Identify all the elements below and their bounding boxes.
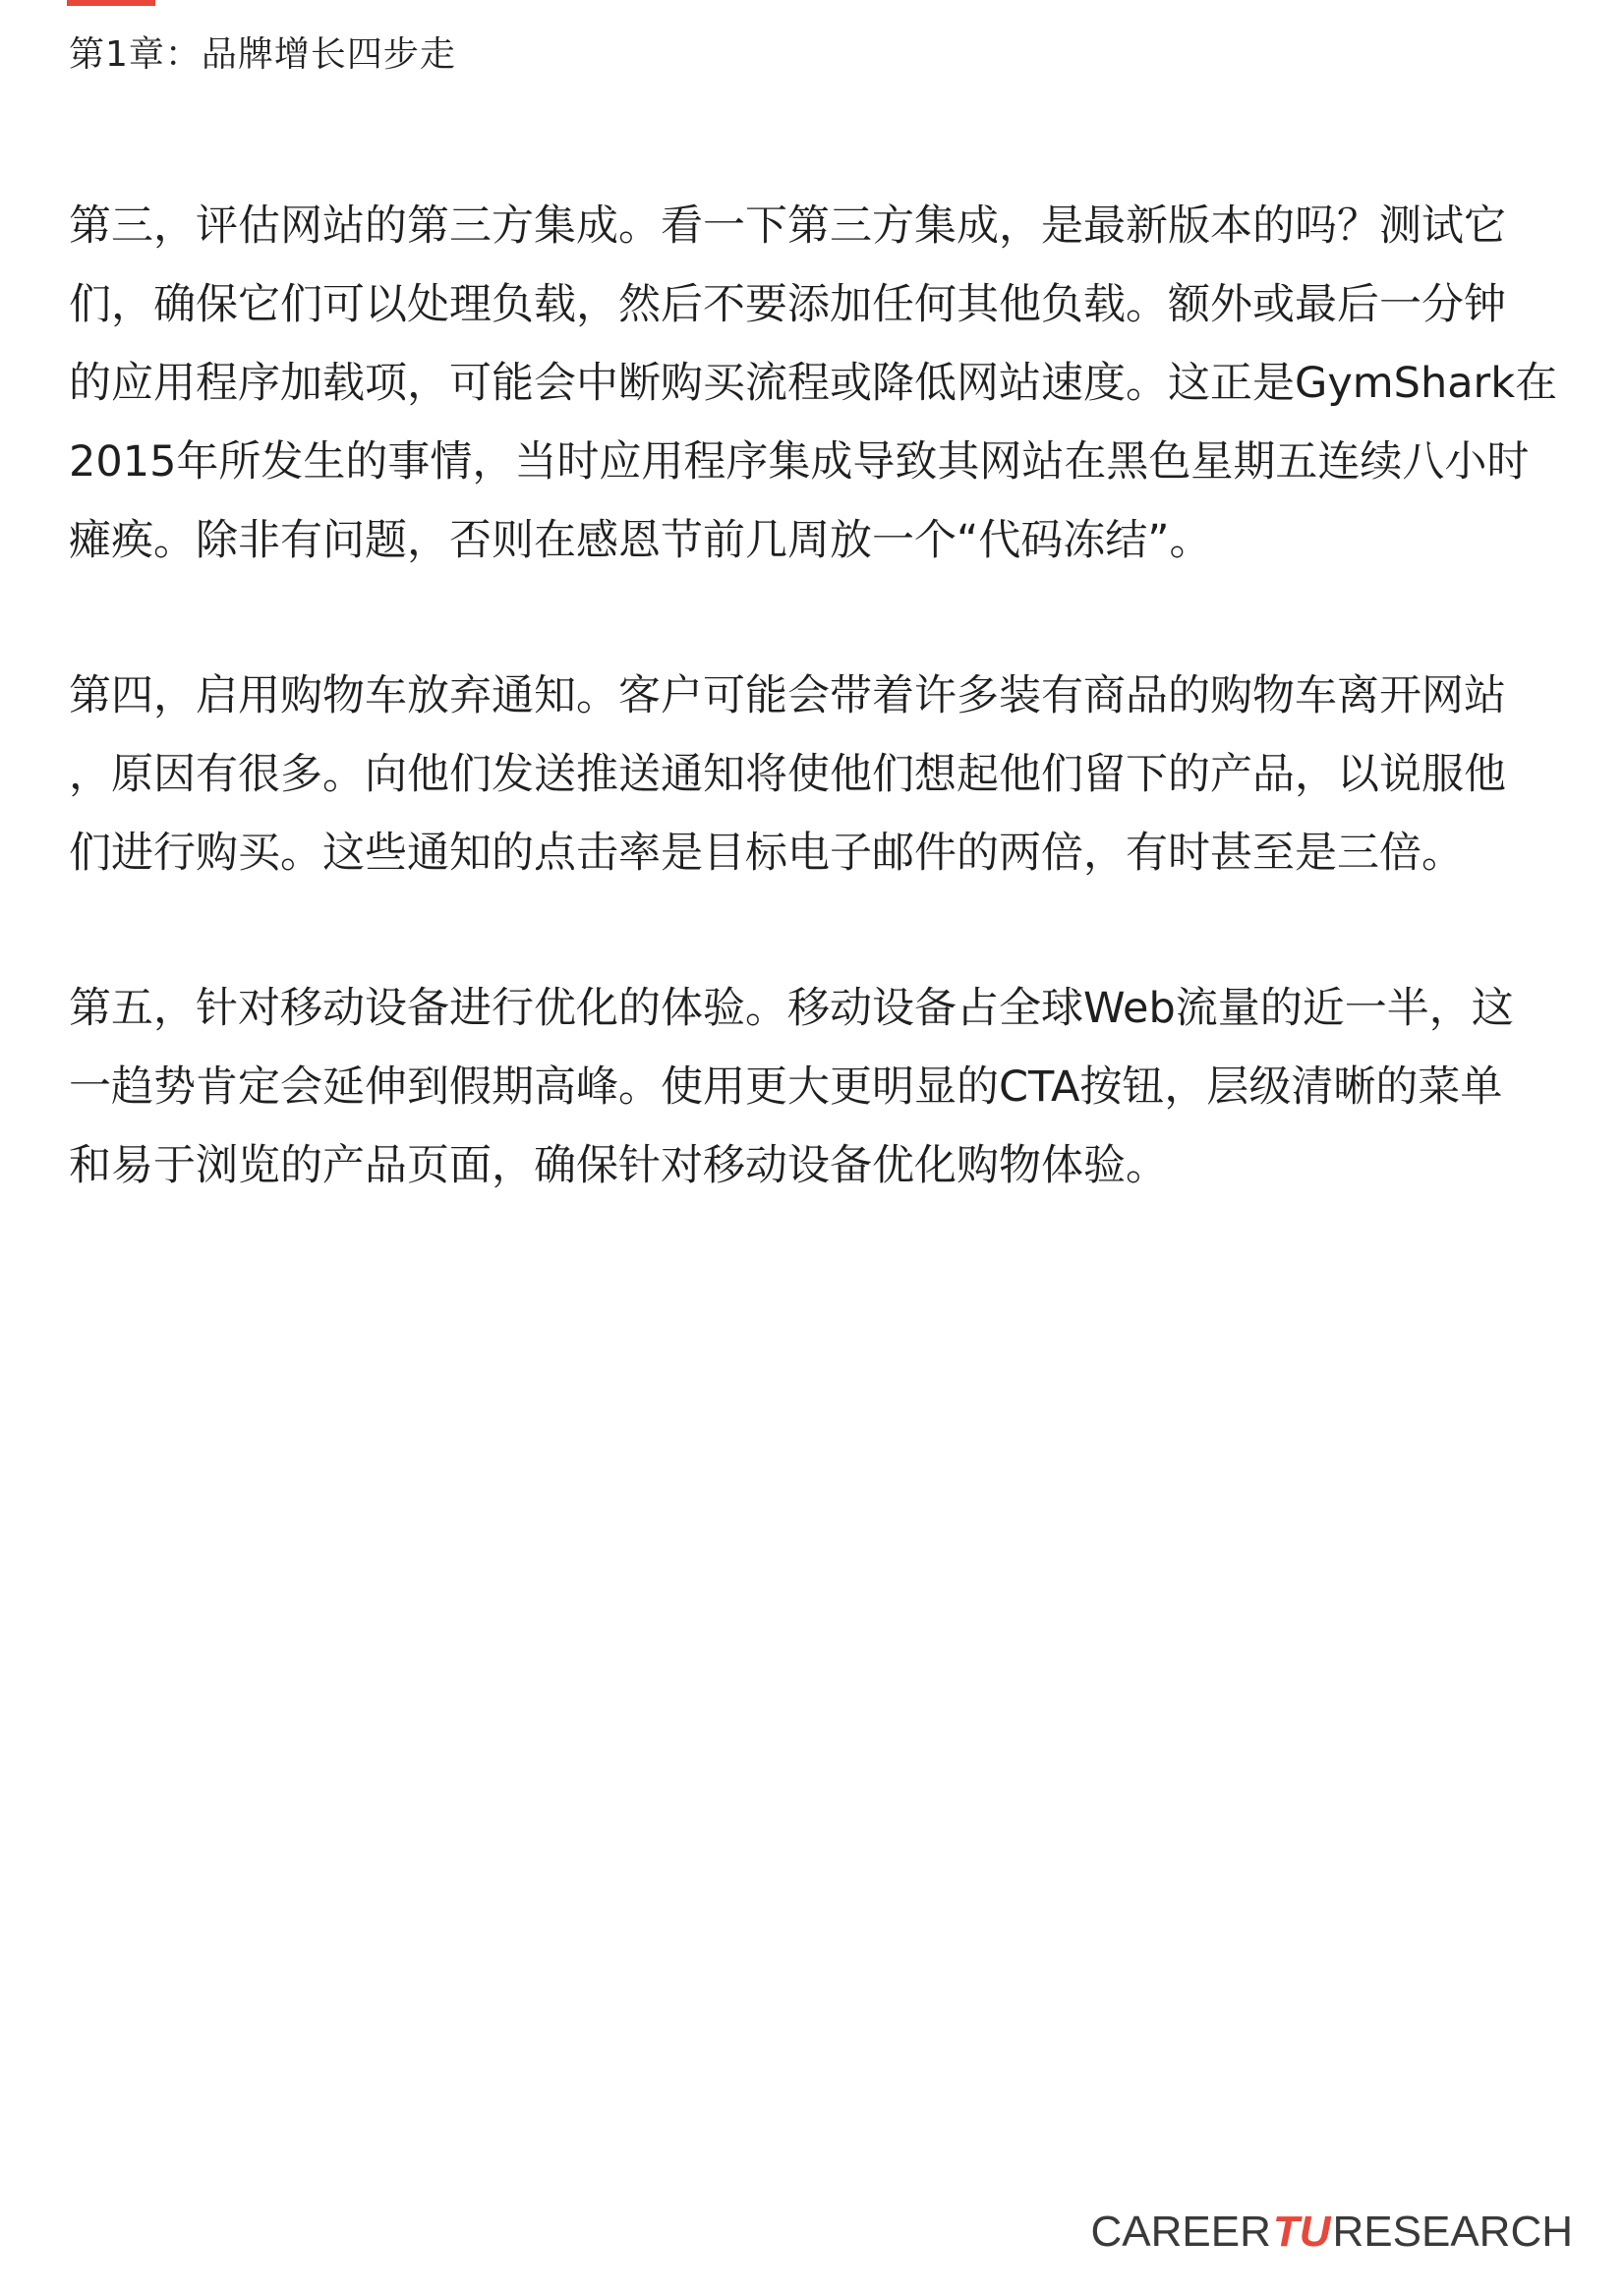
text-line: 的应用程序加载项，可能会中断购买流程或降低网站速度。这正是GymShark在 bbox=[69, 359, 1558, 408]
text-line: 2015年所发生的事情，当时应用程序集成导致其网站在黑色星期五连续八小时 bbox=[69, 437, 1530, 487]
paragraph-fourth-point bbox=[69, 657, 1543, 892]
document-body bbox=[69, 187, 1558, 1282]
chapter-header: 第1章：品牌增长四步走 bbox=[69, 34, 456, 75]
logo-text-tu: TU bbox=[1272, 2208, 1331, 2256]
text-line: 们，确保它们可以处理负载，然后不要添加任何其他负载。额外或最后一分钟 bbox=[69, 280, 1506, 329]
text-line: 第五，针对移动设备进行优化的体验。移动设备占全球Web流量的近一半，这 bbox=[69, 984, 1514, 1033]
careertu-research-logo bbox=[1090, 2208, 1573, 2257]
logo-text-research: RESEARCH bbox=[1332, 2208, 1573, 2256]
text-line: 第四，启用购物车放弃通知。客户可能会带着许多装有商品的购物车离开网站 bbox=[69, 671, 1506, 720]
text-line: ，原因有很多。向他们发送推送通知将使他们想起他们留下的产品，以说服他 bbox=[69, 750, 1506, 799]
text-line: 第三，评估网站的第三方集成。看一下第三方集成，是最新版本的吗？测试它 bbox=[69, 201, 1506, 251]
logo-text-career: CAREER bbox=[1090, 2208, 1271, 2256]
paragraph-third-point bbox=[69, 187, 1558, 580]
text-line: 一趋势肯定会延伸到假期高峰。使用更大更明显的CTA按钮，层级清晰的菜单 bbox=[69, 1062, 1503, 1112]
text-line: 和易于浏览的产品页面，确保针对移动设备优化购物体验。 bbox=[69, 1141, 1168, 1190]
text-line: 们进行购买。这些通知的点击率是目标电子邮件的两倍，有时甚至是三倍。 bbox=[69, 829, 1464, 878]
paragraph-fifth-point bbox=[69, 969, 1543, 1205]
top-accent-bar bbox=[67, 0, 155, 6]
text-line: 瘫痪。除非有问题，否则在感恩节前几周放一个“代码冻结”。 bbox=[69, 516, 1212, 565]
